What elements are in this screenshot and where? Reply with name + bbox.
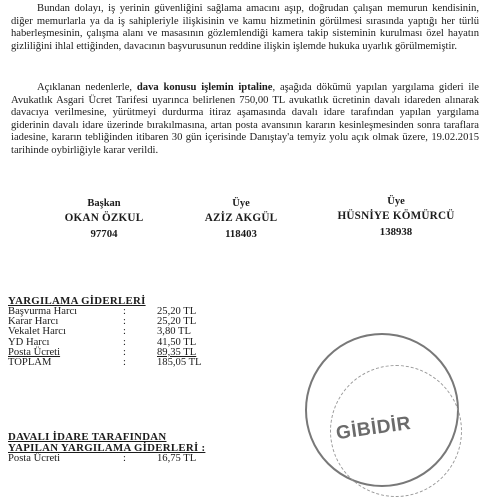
cost-amount: 89,35 TL (157, 346, 197, 358)
cost-separator: : (123, 316, 126, 328)
paragraph-2-bold: dava konusu işlemin iptaline (136, 82, 273, 93)
ruling-reason-paragraph (11, 3, 479, 53)
signature-name: OKAN ÖZKUL (64, 212, 144, 224)
cost-separator: : (123, 336, 126, 348)
signature-role: Başkan (87, 198, 121, 209)
total-amount: 185,05 TL (157, 357, 202, 369)
signature-number: 118403 (225, 228, 257, 240)
signature-number: 138938 (379, 226, 413, 238)
cost-separator: : (123, 306, 126, 317)
signature-block-member-2 (321, 196, 471, 238)
paragraph-2-lead: Açıklanan nedenlerle, (37, 82, 137, 93)
court-costs-table (8, 296, 223, 368)
total-separator: : (123, 357, 126, 369)
cost-label: Karar Harcı (8, 316, 59, 328)
cost-separator: : (123, 453, 126, 464)
defendant-costs-table (8, 432, 223, 464)
total-row (8, 358, 223, 368)
ruling-decision-paragraph (11, 82, 479, 157)
signature-name: AZİZ AKGÜL (204, 212, 278, 224)
cost-label: Posta Ücreti (8, 346, 61, 358)
cost-label: Posta Ücreti (8, 453, 61, 464)
signature-block-chair (29, 198, 179, 240)
signature-name: HÜSNİYE KÖMÜRCÜ (337, 210, 455, 222)
paragraph-2-rest: , aşağıda dökümü yapılan yargılama gideri ile Avukatlık Asgari Ücret Tarifesi uyarınca belirlenen 750,00 TL avukatlık ücretinin davalı idareden alınarak davacıya verilmesine, yürütmeyi durdurma itiraz aşamasında davalı idare tarafından yapılan yargılama giderinin davalı idare üzerinde bırakılmasına, artan posta avansının kararın kesinleşmesinden sonra taraflara iadesine, kararın tebliğinden itibaren 30 gün içerisinde Danıştay'a temyiz yolu açık olmak üzere, 19.02.2015 tarihinde oybirliğiyle karar verildi. (11, 82, 479, 156)
signature-number: 97704 (90, 228, 118, 240)
signature-block-member-1 (166, 198, 316, 240)
cost-amount: 41,50 TL (157, 336, 197, 348)
cost-label: Vekalet Harcı (8, 326, 66, 338)
cost-amount: 25,20 TL (157, 306, 197, 317)
signature-role: Üye (387, 196, 405, 207)
cost-label: Başvurma Harcı (8, 306, 78, 317)
stamp-text: GİBİDİR (334, 412, 413, 445)
cost-label: YD Harcı (8, 336, 50, 348)
cost-separator: : (123, 346, 126, 358)
total-label: TOPLAM (8, 357, 52, 369)
cost-separator: : (123, 326, 126, 338)
cost-amount: 16,75 TL (157, 453, 197, 464)
defendant-costs-title-line-1: DAVALI İDARE TARAFINDAN (8, 431, 167, 443)
defendant-costs-title-line-2: YAPILAN YARGILAMA GİDERLERİ : (8, 442, 206, 454)
cost-amount: 3,80 TL (157, 326, 191, 338)
paragraph-1-text: Bundan dolayı, iş yerinin güvenliğini sağlama amacını aşıp, doğrudan çalışan memurun kendisinin, diğer memurlarla ya da iş sahipleriyle ilişkisinin ve kamu hizmetinin görülmesi sırasında yaptığı her türlü haberleşmesinin, çalışma alanı ve masasının gözlemlendiği kamera takip sisteminin kurulması özel hayatın gizliliğini ihlal ettiğinden, davacının başvurusunun reddine ilişkin işlemde hukuka uyarlık görülmemiştir. (11, 3, 479, 52)
court-costs-title: YARGILAMA GİDERLERİ (8, 295, 146, 307)
signature-role: Üye (232, 198, 250, 209)
cost-amount: 25,20 TL (157, 316, 197, 328)
